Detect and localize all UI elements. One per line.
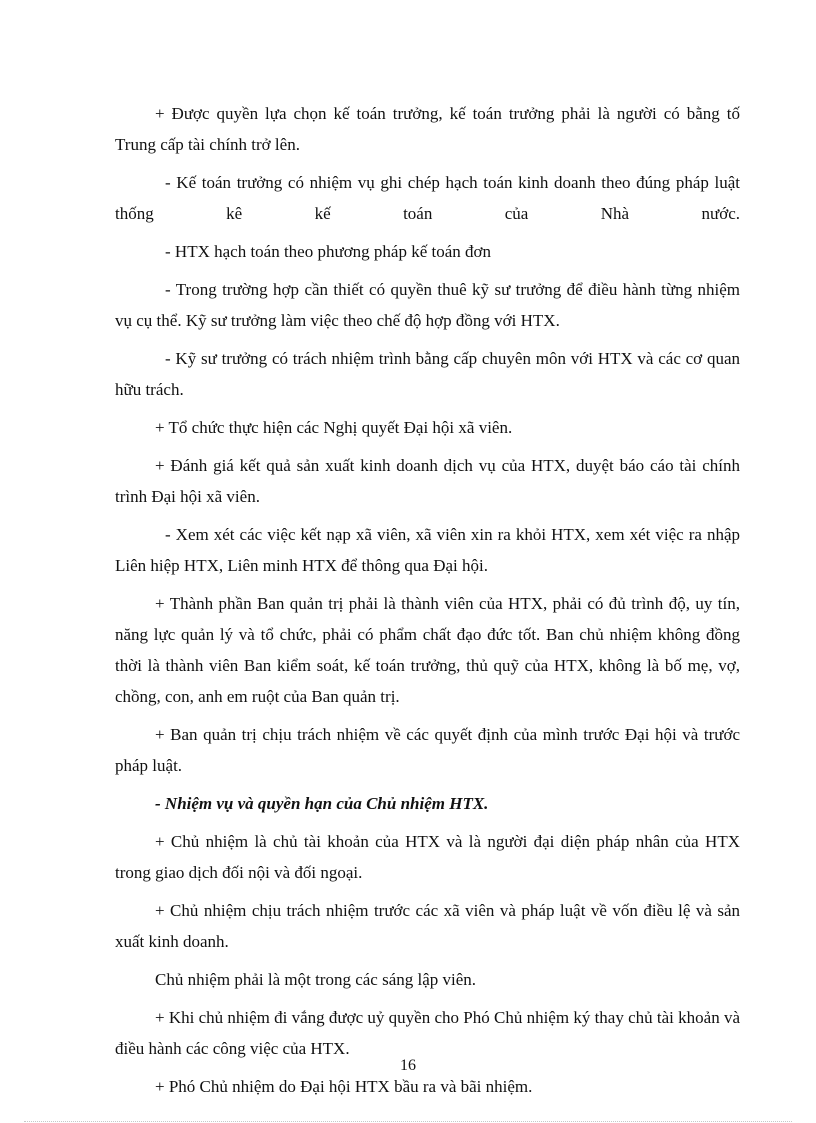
paragraph-member-admission: - Xem xét các việc kết nạp xã viên, xã viên xin ra khỏi HTX, xem xét việc ra nhập Liên hiệp HTX, Liên minh HTX để thông qua Đại hội. <box>115 525 740 575</box>
paragraph-vice-chairman-election: + Phó Chủ nhiệm do Đại hội HTX bầu ra và bãi nhiệm. <box>155 1077 533 1096</box>
paragraph-hire-chief-engineer: - Trong trường hợp cần thiết có quyền thuê kỹ sư trưởng để điều hành từng nhiệm vụ cụ thể. Kỹ sư trưởng làm việc theo chế độ hợp đồng với HTX. <box>115 280 740 330</box>
paragraph-board-responsibility: + Ban quản trị chịu trách nhiệm về các quyết định của mình trước Đại hội và trước pháp luật. <box>115 725 740 775</box>
page-bottom-border <box>24 1121 792 1122</box>
page-number: 16 <box>400 1057 416 1074</box>
paragraph-chairman-founder: Chủ nhiệm phải là một trong các sáng lập viên. <box>155 970 477 989</box>
paragraph-chairman-account-holder: + Chủ nhiệm là chủ tài khoản của HTX và là người đại diện pháp nhân của HTX trong giao dịch đối nội và đối ngoại. <box>115 832 740 882</box>
paragraph-chairman-responsibility: + Chủ nhiệm chịu trách nhiệm trước các xã viên và pháp luật về vốn điều lệ và sản xuất kinh doanh. <box>115 901 740 951</box>
paragraph-implement-resolutions: + Tổ chức thực hiện các Nghị quyết Đại hội xã viên. <box>155 418 513 437</box>
paragraph-evaluate-results: + Đánh giá kết quả sản xuất kinh doanh dịch vụ của HTX, duyệt báo cáo tài chính trình Đại hội xã viên. <box>115 456 740 506</box>
paragraph-board-composition: + Thành phần Ban quản trị phải là thành viên của HTX, phải có đủ trình độ, uy tín, năng lực quản lý và tổ chức, phải có phẩm chất đạo đức tốt. Ban chủ nhiệm không đồng thời là thành viên Ban kiểm soát, kế toán trưởng, thủ quỹ của HTX, không là bố mẹ, vợ, chồng, con, anh em ruột của Ban quản trị. <box>115 594 740 706</box>
document-body <box>115 98 740 1109</box>
paragraph-single-entry-accounting: - HTX hạch toán theo phương pháp kế toán đơn <box>165 242 492 261</box>
paragraph-chief-engineer-credentials: - Kỹ sư trưởng có trách nhiệm trình bằng cấp chuyên môn với HTX và các cơ quan hữu trách. <box>115 349 740 399</box>
paragraph-chairman-delegation: + Khi chủ nhiệm đi vắng được uỷ quyền cho Phó Chủ nhiệm ký thay chủ tài khoản và điều hành các công việc của HTX. <box>115 1008 740 1058</box>
paragraph-chief-accountant-selection: + Được quyền lựa chọn kế toán trưởng, kế toán trưởng phải là người có bằng tố Trung cấp tài chính trở lên. <box>115 104 740 154</box>
section-heading-chairman-duties: - Nhiệm vụ và quyền hạn của Chủ nhiệm HTX. <box>155 794 489 813</box>
paragraph-chief-accountant-duties: - Kế toán trưởng có nhiệm vụ ghi chép hạch toán kinh doanh theo đúng pháp luật thống kê kế toán của Nhà nước. <box>115 173 740 223</box>
